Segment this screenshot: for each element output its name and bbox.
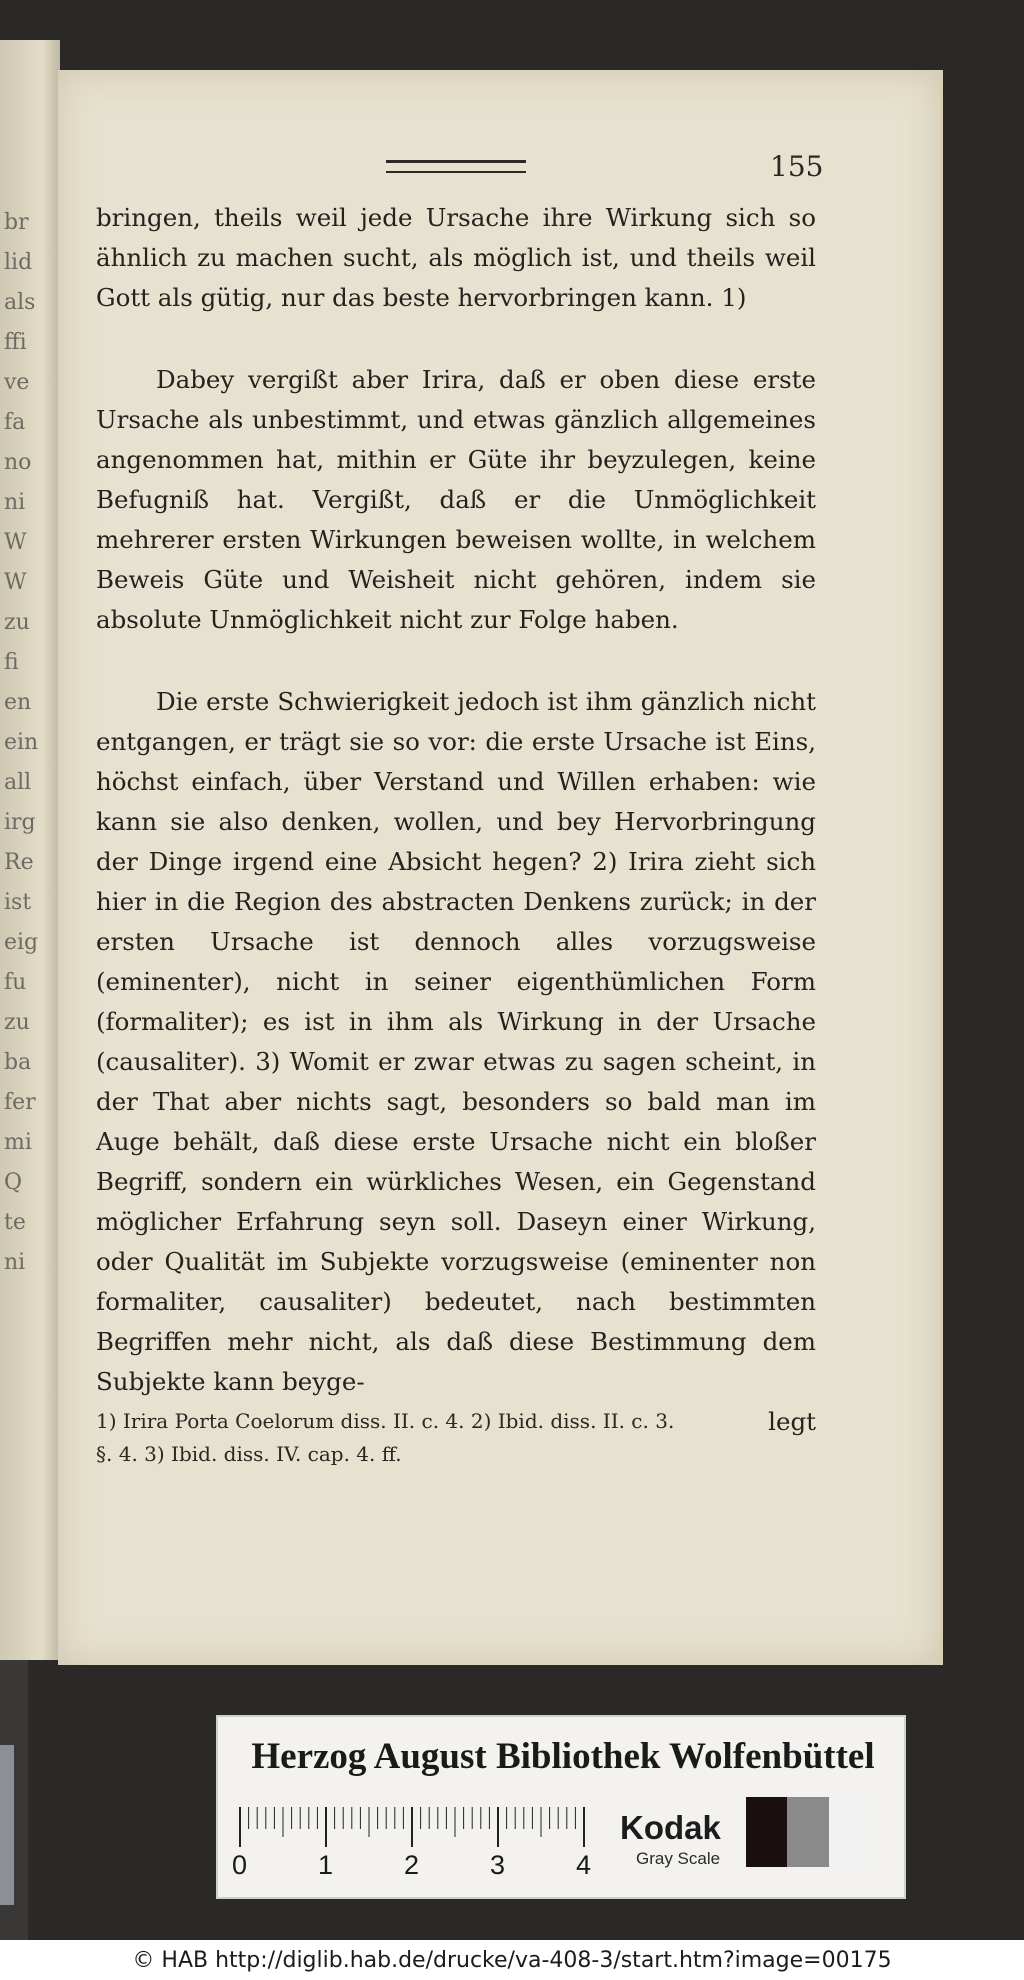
page-number: 155: [770, 150, 824, 183]
left-page-fragment: fa: [4, 410, 26, 435]
left-page-fragment: ba: [4, 1050, 32, 1075]
gray-swatches: [746, 1797, 870, 1867]
left-page-fragment: ist: [4, 890, 32, 915]
paragraph: Die erste Schwierigkeit jedoch ist ihm gänzlich nicht entgangen, er trägt sie so vor: die erste Ursache ist Eins, höchst einfach, über Verstand und Willen erhaben: wie kann sie also denken, wollen, und bey Hervorbringung der Dinge irgend eine Absicht hegen? 2) Irira zieht sich hier in die Region des abstracten Denkens zurück; in der ersten Ursache ist dennoch alles vorzugsweise (eminenter), nicht in seiner eigenthümlichen Form (formaliter); es ist in ihm als Wirkung in der Ursache (causaliter). 3) Womit er zwar etwas zu sagen scheint, in der That aber nichts sagt, besonders so bald man im Auge behält, daß diese erste Ursache nicht ein bloßer Begriff, sondern ein würkliches Wesen, ein Gegenstand möglicher Erfahrung seyn soll. Daseyn einer Wirkung, oder Qualität im Subjekte vorzugsweise (eminenter non formaliter, causaliter) bedeutet, nach bestimmten Begriffen mehr nicht, als daß diese Bestimmung dem Subjekte kann beyge-: [96, 687, 816, 1396]
left-page-fragment: fi: [4, 650, 19, 675]
scale-ruler: [232, 1807, 608, 1880]
footnotes: [96, 1405, 856, 1471]
ruler-number: 1: [318, 1850, 334, 1880]
gray-scale-label: Gray Scale: [636, 1849, 721, 1868]
footnote-line: 1) Irira Porta Coelorum diss. II. c. 4. 2) Ibid. diss. II. c. 3.: [96, 1409, 675, 1433]
left-page-fragment: all: [4, 770, 32, 795]
ruler-number: 4: [576, 1850, 592, 1880]
left-page-fragment: als: [4, 290, 36, 315]
left-page-fragment: lid: [4, 250, 33, 275]
library-name: Herzog August Bibliothek Wolfenbüttel: [251, 1736, 875, 1777]
left-page-fragment: W: [4, 570, 27, 595]
kodak-logo: Kodak: [620, 1809, 721, 1846]
footnote-line: §. 4. 3) Ibid. diss. IV. cap. 4. ff.: [96, 1442, 402, 1466]
left-page-fragment: ni: [4, 490, 26, 515]
left-page-fragment: eig: [4, 930, 39, 955]
paragraph: bringen, theils weil jede Ursache ihre Wirkung sich so ähnlich zu machen sucht, als möglich ist, und theils weil Gott als gütig, nur das beste hervorbringen kann. 1): [96, 203, 816, 312]
header-rule: [386, 160, 526, 173]
left-page-fragment: zu: [4, 1010, 30, 1035]
gray-swatch: [746, 1797, 787, 1867]
left-page-fragment: fu: [4, 970, 27, 995]
left-page-fragment: zu: [4, 610, 30, 635]
left-page-fragment: br: [4, 210, 29, 235]
left-page-fragment: Q: [4, 1170, 23, 1195]
left-page-fragment: Re: [4, 850, 34, 875]
ruler-number: 2: [404, 1850, 420, 1880]
left-page-fragment: ni: [4, 1250, 26, 1275]
left-page-fragment: W: [4, 530, 27, 555]
side-tab: [0, 1745, 14, 1905]
gray-swatch: [787, 1797, 828, 1867]
source-link[interactable]: © HAB http://diglib.hab.de/drucke/va-408-3/start.htm?image=00175: [132, 1947, 892, 1973]
book-page: [58, 70, 943, 1665]
paragraph: Dabey vergißt aber Irira, daß er oben diese erste Ursache als unbestimmt, und etwas gänzlich allgemeines angenommen hat, mithin er Güte ihr beyzulegen, keine Befugniß hat. Vergißt, daß er die Unmöglichkeit mehrerer ersten Wirkungen beweisen wollte, in welchem Beweis Güte und Weisheit nicht gehören, indem sie absolute Unmöglichkeit nicht zur Folge haben.: [96, 365, 816, 634]
left-page-fragment: en: [4, 690, 32, 715]
body-text: [96, 198, 816, 1442]
color-reference-card: [216, 1715, 906, 1899]
left-page-fragment: irg: [4, 810, 36, 835]
left-page-fragment: te: [4, 1210, 26, 1235]
left-page-fragment: fer: [4, 1090, 36, 1115]
catchword: legt: [768, 1407, 816, 1436]
left-page-edge: [0, 40, 60, 1660]
source-footer: [0, 1940, 1024, 1980]
left-page-fragment: no: [4, 450, 32, 475]
left-page-fragment: ve: [4, 370, 30, 395]
ruler-number: 3: [490, 1850, 506, 1880]
gray-swatch: [829, 1797, 870, 1867]
left-page-fragment: ffi: [4, 330, 27, 355]
left-page-fragment: mi: [4, 1130, 32, 1155]
left-page-fragment: ein: [4, 730, 39, 755]
ruler-number: 0: [232, 1850, 248, 1880]
